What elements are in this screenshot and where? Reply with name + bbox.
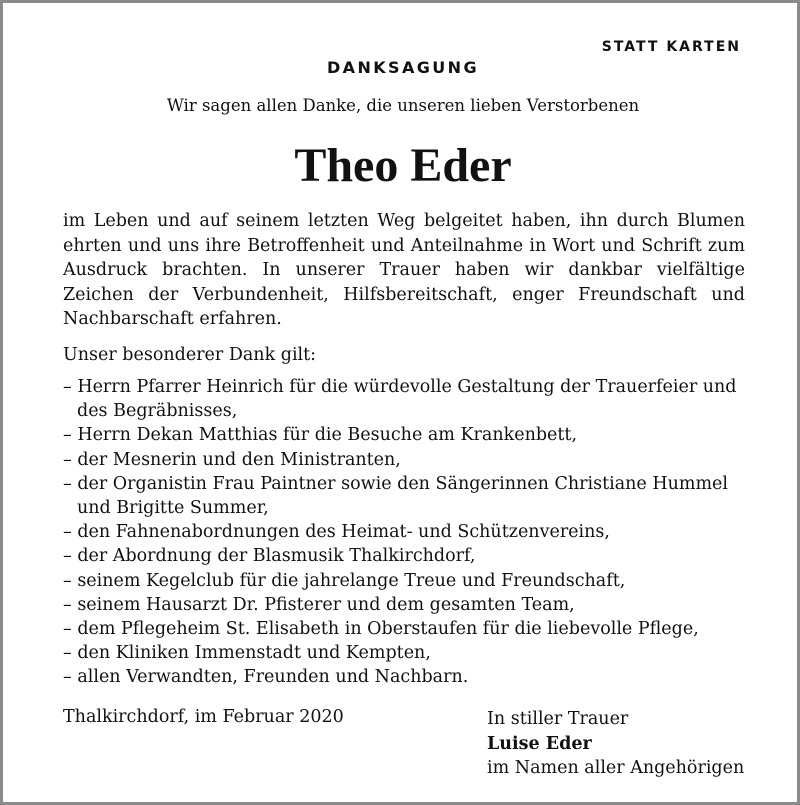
- list-item: – seinem Hausarzt Dr. Pfisterer und dem gesamten Team,: [63, 594, 575, 615]
- list-item: – der Organistin Frau Paintner sowie den Sängerinnen Christiane Hummel und Brigitte Summer,: [63, 473, 728, 519]
- signature-line-mourning: In stiller Trauer: [487, 709, 629, 729]
- list-item: – den Kliniken Immenstadt und Kempten,: [63, 643, 431, 664]
- list-item: – dem Pflegeheim St. Elisabeth in Oberstaufen für die liebevolle Pflege,: [63, 619, 699, 640]
- top-note: STATT KARTEN: [601, 39, 741, 55]
- headline: DANKSAGUNG: [326, 58, 479, 77]
- list-item: – der Abordnung der Blasmusik Thalkirchdorf,: [63, 546, 476, 567]
- thanks-list: [63, 375, 763, 690]
- list-item: – Herrn Dekan Matthias für die Besuche am Krankenbett,: [63, 425, 578, 446]
- list-item: – allen Verwandten, Freunden und Nachbarn.: [63, 667, 469, 688]
- thanks-heading: Unser besonderer Dank gilt:: [63, 345, 317, 365]
- signature-block: [487, 707, 744, 781]
- list-item: – den Fahnenabordnungen des Heimat- und Schützenvereins,: [63, 522, 610, 543]
- list-item: – seinem Kegelclub für die jahrelange Treue und Freundschaft,: [63, 570, 626, 591]
- body-paragraph: im Leben und auf seinem letzten Weg belgeitet haben, ihn durch Blumen ehrten und uns ihre Betroffenheit und Anteilnahme in Wort und Schrift zum Ausdruck brachten. In unserer Trauer haben wir dankbar vielfältige Zeichen der Verbundenheit, Hilfsbereitschaft, enger Freundschaft und Nachbarschaft erfahren.: [63, 211, 745, 329]
- signature-name: Luise Eder: [487, 733, 592, 754]
- place-date: Thalkirchdorf, im Februar 2020: [63, 707, 344, 727]
- signature-line-family: im Namen aller Angehörigen: [487, 758, 745, 778]
- deceased-name: Theo Eder: [294, 139, 512, 192]
- intro-text: Wir sagen allen Danke, die unseren lieben Verstorbenen: [166, 96, 640, 115]
- list-item: – der Mesnerin und den Ministranten,: [63, 449, 401, 470]
- list-item: – Herrn Pfarrer Heinrich für die würdevolle Gestaltung der Trauerfeier und des Begräbnisses,: [63, 377, 737, 422]
